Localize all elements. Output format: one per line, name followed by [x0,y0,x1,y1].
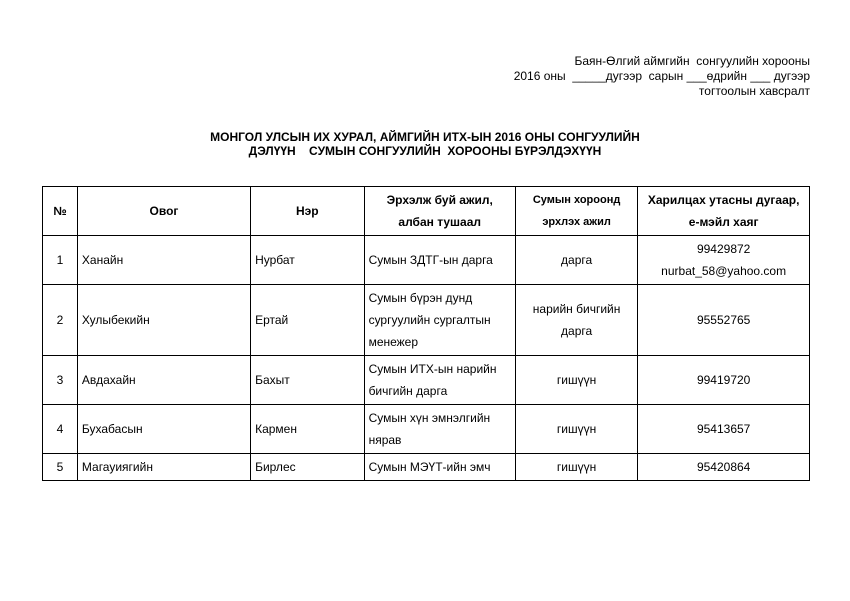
cell-role-line: гишүүн [556,460,597,474]
header-no: № [43,187,78,236]
cell-surname: Бухабасын [77,405,250,454]
committee-members-table [42,186,810,481]
document-title [0,130,850,158]
cell-contact-email: nurbat_58@yahoo.com [661,264,787,278]
cell-contact [638,405,810,454]
cell-role [515,285,637,356]
cell-name: Кармен [251,405,364,454]
cell-contact [638,285,810,356]
table-row [43,236,810,285]
header-contact-line-2: е-мэйл хаяг [688,215,759,229]
cell-no: 1 [43,236,78,285]
header-contact [638,187,810,236]
cell-job [364,356,515,405]
table-row [43,454,810,481]
cell-role [515,236,637,285]
cell-contact-phone: 95413657 [696,422,751,436]
cell-contact [638,356,810,405]
header-job-line-1: Эрхэлж буй ажил, [386,193,493,207]
cell-no: 4 [43,405,78,454]
header-line-date: 2016 оны _____дугээр сарын ___өдрийн ___ дугээр [513,69,810,83]
cell-name: Бирлес [251,454,364,481]
table-row [43,356,810,405]
cell-contact-phone: 99429872 [696,242,751,256]
cell-role-line: гишүүн [556,422,597,436]
cell-no: 3 [43,356,78,405]
cell-name: Ертай [251,285,364,356]
header-contact-line-1: Харилцах утасны дугаар, [647,193,800,207]
cell-job [364,236,515,285]
cell-role [515,356,637,405]
cell-contact [638,236,810,285]
cell-contact-phone: 95552765 [696,313,751,327]
table-row [43,405,810,454]
cell-job-line: Сумын бүрэн дунд [368,291,473,305]
cell-role-line: нарийн бичгийн [532,302,621,316]
cell-role [515,405,637,454]
cell-job-line: Сумын хүн эмнэлгийн [368,411,491,425]
header-role-line-1: Сумын хороонд [532,194,621,206]
cell-role [515,454,637,481]
cell-job-line: Сумын ИТХ-ын нарийн [368,362,497,376]
cell-name: Бахыт [251,356,364,405]
document-header [514,54,810,99]
cell-no: 5 [43,454,78,481]
cell-job [364,454,515,481]
cell-name: Нурбат [251,236,364,285]
cell-surname: Хулыбекийн [77,285,250,356]
cell-no: 2 [43,285,78,356]
table-header-row [43,187,810,236]
cell-job-line: нярав [368,433,402,447]
cell-contact-phone: 99419720 [696,373,751,387]
cell-contact [638,454,810,481]
cell-contact-phone: 95420864 [696,460,751,474]
header-job [364,187,515,236]
header-job-line-2: албан тушаал [398,215,482,229]
header-name: Нэр [251,187,364,236]
header-role [515,187,637,236]
header-role-line-2: эрхлэх ажил [542,216,611,228]
table-row [43,285,810,356]
cell-role-line: дарга [561,253,593,267]
cell-job-line: бичгийн дарга [368,384,448,398]
cell-job-line: сургуулийн сургалтын [368,313,491,327]
cell-surname: Ханайн [77,236,250,285]
title-line-2: ДЭЛҮҮН СУМЫН СОНГУУЛИЙН ХОРООНЫ БҮРЭЛДЭХҮҮН [248,144,602,158]
cell-job [364,405,515,454]
cell-job [364,285,515,356]
header-line-appendix: тогтоолын хавсралт [698,84,810,98]
title-line-1: МОНГОЛ УЛСЫН ИХ ХУРАЛ, АЙМГИЙН ИТХ-ЫН 2016 ОНЫ СОНГУУЛИЙН [210,130,640,144]
header-line-committee: Баян-Өлгий аймгийн сонгуулийн хорооны [574,54,810,68]
cell-surname: Авдахайн [77,356,250,405]
header-surname: Овог [77,187,250,236]
cell-job-line: Сумын МЭҮТ-ийн эмч [368,460,491,474]
cell-role-line: гишүүн [556,373,597,387]
cell-job-line: менежер [368,335,419,349]
cell-role-line: дарга [561,324,593,338]
cell-surname: Магауиягийн [77,454,250,481]
cell-job-line: Сумын ЗДТГ-ын дарга [368,253,493,267]
